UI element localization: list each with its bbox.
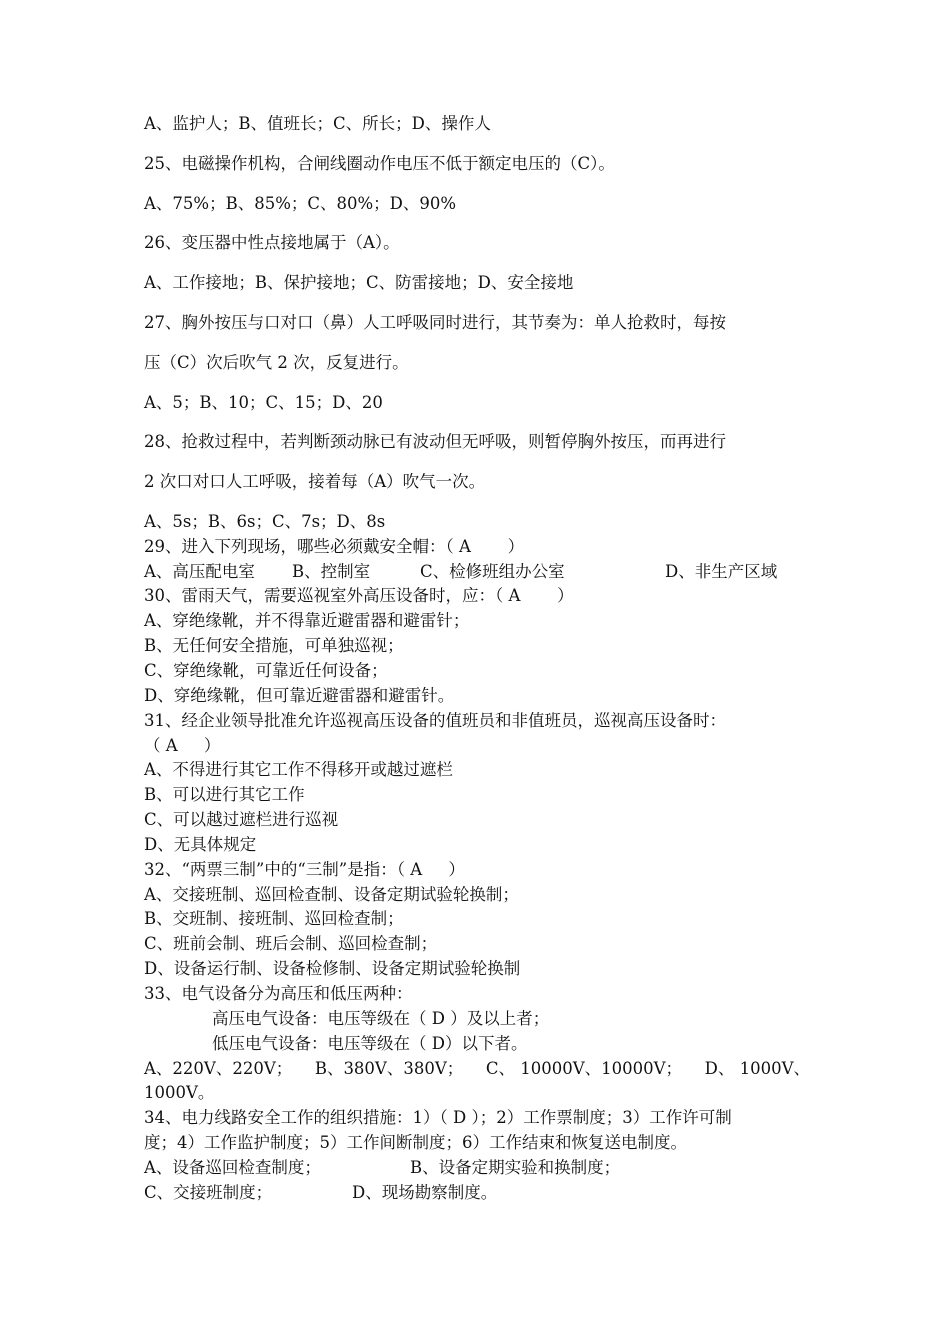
q28-options: A、5s；B、6s；C、7s；D、8s bbox=[144, 512, 386, 531]
q29-question: 29、进入下列现场，哪些必须戴安全帽：（ A ） bbox=[144, 537, 525, 556]
q32-option-d: D、设备运行制、设备检修制、设备定期试验轮换制 bbox=[144, 959, 521, 978]
q33-option-d: D、 1000V、 bbox=[704, 1059, 810, 1078]
q33-high-voltage-line: 高压电气设备：电压等级在（ D ）及以上者； bbox=[212, 1009, 550, 1028]
q30-question: 30、雷雨天气，需要巡视室外高压设备时，应：（ A ） bbox=[144, 586, 574, 605]
q26-options: A、工作接地；B、保护接地；C、防雷接地；D、安全接地 bbox=[144, 273, 574, 292]
q33-option-a: A、220V、220V； bbox=[144, 1059, 293, 1078]
q24-options: A、监护人；B、值班长；C、所长；D、操作人 bbox=[144, 114, 491, 133]
q27-question-line2: 压（C）次后吹气 2 次，反复进行。 bbox=[144, 353, 409, 372]
q32-option-a: A、交接班制、巡回检查制、设备定期试验轮换制； bbox=[144, 885, 519, 904]
q33-low-voltage-line: 低压电气设备：电压等级在（ D）以下者。 bbox=[212, 1034, 528, 1053]
q29-option-a: A、高压配电室 bbox=[144, 562, 255, 581]
q30-option-c: C、穿绝缘靴，可靠近任何设备； bbox=[144, 661, 388, 680]
q31-option-a: A、不得进行其它工作不得移开或越过遮栏 bbox=[144, 760, 453, 779]
q25-question: 25、电磁操作机构，合闸线圈动作电压不低于额定电压的（C）。 bbox=[144, 154, 615, 173]
q29-option-d: D、非生产区域 bbox=[665, 562, 778, 581]
q30-option-a: A、穿绝缘靴，并不得靠近避雷器和避雷针； bbox=[144, 611, 470, 630]
q34-option-c: C、交接班制度； bbox=[144, 1183, 273, 1202]
q34-question-line1: 34、电力线路安全工作的组织措施：1）（ D ）；2）工作票制度；3）工作许可制 bbox=[144, 1108, 732, 1127]
q27-question-line1: 27、胸外按压与口对口（鼻）人工呼吸同时进行，其节奏为：单人抢救时，每按 bbox=[144, 313, 726, 332]
q31-question-line2: （ A ） bbox=[144, 736, 221, 755]
q33-options-row bbox=[144, 1059, 810, 1079]
q31-option-c: C、可以越过遮栏进行巡视 bbox=[144, 810, 339, 829]
q32-option-c: C、班前会制、班后会制、巡回检查制； bbox=[144, 934, 438, 953]
q34-question-line2: 度；4）工作监护制度；5）工作间断制度；6）工作结束和恢复送电制度。 bbox=[144, 1133, 687, 1152]
q27-options: A、5；B、10；C、15；D、20 bbox=[144, 393, 383, 412]
q28-question-line1: 28、抢救过程中，若判断颈动脉已有波动但无呼吸，则暂停胸外按压，而再进行 bbox=[144, 432, 726, 451]
q30-option-b: B、无任何安全措施，可单独巡视； bbox=[144, 636, 404, 655]
q28-question-line2: 2 次口对口人工呼吸，接着每（A）吹气一次。 bbox=[144, 472, 486, 491]
q25-options: A、75%；B、85%；C、80%；D、90% bbox=[144, 194, 457, 213]
q31-question-line1: 31、经企业领导批准允许巡视高压设备的值班员和非值班员，巡视高压设备时： bbox=[144, 711, 726, 730]
q34-option-b: B、设备定期实验和换制度； bbox=[410, 1158, 621, 1177]
q33-option-b: B、380V、380V； bbox=[314, 1059, 464, 1078]
q33-option-d-continued: 1000V。 bbox=[144, 1083, 215, 1102]
q29-option-c: C、检修班组办公室 bbox=[420, 562, 565, 581]
q32-question: 32、“两票三制”中的“三制”是指：（ A ） bbox=[144, 860, 465, 879]
q31-option-b: B、可以进行其它工作 bbox=[144, 785, 305, 804]
q34-option-d: D、现场勘察制度。 bbox=[352, 1183, 498, 1202]
q34-option-a: A、设备巡回检查制度； bbox=[144, 1158, 321, 1177]
q33-option-c: C、 10000V、10000V； bbox=[485, 1059, 683, 1078]
q26-question: 26、变压器中性点接地属于（A）。 bbox=[144, 233, 400, 252]
q32-option-b: B、交班制、接班制、巡回检查制； bbox=[144, 909, 404, 928]
q33-question: 33、电气设备分为高压和低压两种： bbox=[144, 984, 413, 1003]
q31-option-d: D、无具体规定 bbox=[144, 835, 257, 854]
q30-option-d: D、穿绝缘靴，但可靠近避雷器和避雷针。 bbox=[144, 686, 455, 705]
q29-option-b: B、控制室 bbox=[292, 562, 371, 581]
